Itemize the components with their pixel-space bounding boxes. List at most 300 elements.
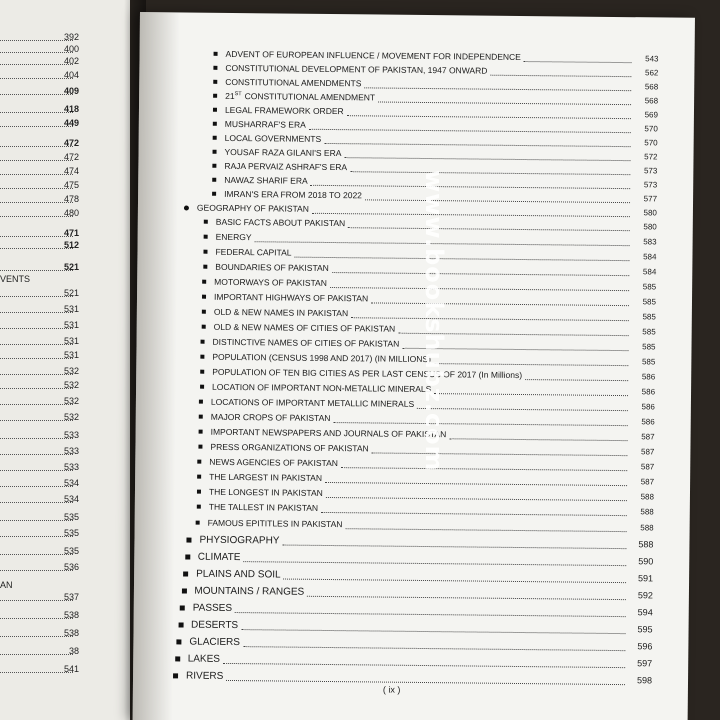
toc-page-number: 568 [644, 95, 659, 105]
left-page-number: 535 [63, 512, 79, 522]
dotted-leader [0, 312, 73, 313]
dotted-leader [0, 438, 73, 439]
dotted-leader [0, 344, 73, 345]
left-page-number: 409 [63, 86, 79, 96]
toc-page-number: 588 [640, 491, 655, 501]
toc-entry-label: ADVENT OF EUROPEAN INFLUENCE / MOVEMENT FOR INDEPENDENCE [225, 48, 521, 62]
toc-page-number: 592 [637, 590, 653, 601]
toc-page-number: 569 [644, 109, 659, 119]
toc-entry-label: RAJA PERVAIZ ASHRAF'S ERA [224, 160, 348, 173]
toc-page-number: 570 [644, 123, 658, 133]
left-toc-row [0, 380, 99, 392]
left-toc-row [0, 646, 99, 658]
toc-page-number: 543 [645, 53, 659, 63]
square-bullet-icon [203, 265, 207, 269]
left-page-number: 537 [63, 592, 79, 602]
dotted-leader [0, 146, 73, 147]
toc-page-number: 572 [644, 151, 658, 161]
left-toc-row [0, 664, 99, 676]
square-bullet-icon [199, 415, 203, 419]
toc-page-number: 586 [641, 401, 655, 411]
dotted-leader [0, 40, 73, 41]
left-fragment-an [0, 580, 99, 592]
left-toc-row [0, 512, 99, 524]
ordinal-suffix: ST [234, 91, 242, 98]
dotted-leader [345, 520, 626, 532]
toc-page-number: 585 [642, 281, 657, 291]
toc-page-number: 588 [640, 522, 654, 532]
left-page-number: 531 [63, 304, 79, 314]
dotted-leader [0, 600, 73, 601]
toc-entry-label: THE LONGEST IN PAKISTAN [208, 486, 323, 498]
left-page-number: 538 [63, 628, 79, 638]
left-toc-row [0, 180, 99, 192]
square-bullet-icon [196, 521, 200, 525]
left-toc-row [0, 628, 99, 640]
dotted-leader [350, 163, 630, 175]
square-bullet-icon [213, 66, 217, 70]
toc-page-number: 587 [640, 476, 655, 486]
dotted-leader [0, 216, 73, 217]
square-bullet-icon [197, 505, 201, 509]
toc-page-number: 570 [644, 137, 658, 147]
square-bullet-icon [202, 295, 206, 299]
dotted-leader [0, 636, 73, 637]
toc-page-number: 584 [642, 266, 657, 276]
left-page-number: 532 [63, 412, 79, 422]
dotted-leader [449, 430, 627, 441]
toc-entry-label: IMPORTANT NEWSPAPERS AND JOURNALS OF PAKISTAN [210, 426, 447, 440]
left-toc-row [0, 336, 99, 348]
square-bullet-icon [175, 656, 180, 661]
dotted-leader [0, 554, 73, 555]
dotted-leader [0, 654, 73, 655]
dotted-leader [295, 248, 630, 261]
left-page-number: 472 [63, 138, 79, 148]
dotted-leader [0, 454, 73, 455]
left-page-number: 534 [63, 494, 79, 504]
toc-entry[interactable] [185, 549, 654, 568]
left-toc-row [0, 166, 99, 178]
left-toc-row [0, 152, 99, 164]
toc-page-number: 585 [641, 356, 656, 366]
left-page-number: 533 [63, 462, 79, 472]
left-page-number: 532 [63, 366, 79, 376]
toc-page-number: 577 [643, 193, 658, 203]
dotted-leader [243, 553, 626, 566]
page-gutter [133, 12, 180, 720]
left-page-number: 472 [63, 152, 79, 162]
square-bullet-icon [178, 622, 183, 627]
square-bullet-icon [180, 605, 185, 610]
square-bullet-icon [181, 588, 186, 593]
left-toc-row [0, 32, 99, 44]
left-fragment-text: AN [0, 580, 13, 590]
toc-page-number: 568 [644, 81, 659, 91]
dotted-leader [0, 520, 73, 521]
dotted-leader [524, 53, 632, 63]
toc-entry-label: PLAINS AND SOIL [196, 568, 281, 581]
left-toc-row [0, 44, 99, 56]
dotted-leader [0, 470, 73, 471]
square-bullet-icon [197, 475, 201, 479]
toc-page-number: 594 [637, 607, 653, 618]
left-toc-row [0, 56, 99, 68]
watermark-text: www.bookshubz.com [420, 170, 448, 472]
dotted-leader [325, 473, 627, 485]
square-bullet-icon [202, 325, 206, 329]
dotted-leader [0, 160, 73, 161]
square-bullet-icon [213, 136, 217, 140]
page-number-footer: ( ix ) [382, 684, 401, 695]
square-bullet-icon [213, 80, 217, 84]
left-page-number: 38 [68, 646, 79, 656]
toc-page-number: 584 [643, 251, 657, 261]
dotted-leader [0, 52, 73, 53]
dotted-leader [333, 414, 627, 426]
dotted-leader [341, 459, 627, 471]
toc-entry-label: BASIC FACTS ABOUT PAKISTAN [215, 216, 346, 229]
toc-entry-text: CONSTITUTIONAL AMENDMENT [244, 91, 376, 103]
toc-entry-label: LOCAL GOVERNMENTS [224, 132, 322, 144]
square-bullet-icon [204, 235, 208, 239]
toc-page-number: 586 [641, 386, 656, 396]
square-bullet-icon [213, 108, 217, 112]
left-page-number: 474 [63, 166, 79, 176]
toc-entry-label: ENERGY [215, 231, 252, 243]
dotted-leader [243, 638, 625, 651]
toc-entry[interactable] [186, 533, 653, 552]
toc-entry-label: NEWS AGENCIES OF PAKISTAN [209, 456, 338, 469]
square-bullet-icon [212, 178, 216, 182]
dotted-leader [364, 79, 631, 91]
left-page [0, 0, 130, 720]
left-toc-row [0, 208, 99, 220]
toc-page-number: 562 [644, 67, 659, 77]
left-toc-row [0, 288, 99, 300]
toc-entry-label: PRESS ORGANIZATIONS OF PAKISTAN [210, 441, 369, 454]
left-toc-row [0, 610, 99, 622]
toc-page-number: 595 [637, 624, 653, 635]
toc-page-number: 598 [636, 675, 653, 686]
dotted-leader [348, 219, 630, 231]
toc-entry[interactable] [180, 600, 653, 619]
toc-entry-label: LAKES [187, 653, 221, 665]
toc-entry-label: LOCATIONS OF IMPORTANT METALLIC MINERALS [210, 396, 415, 409]
toc-page-number: 585 [642, 311, 656, 321]
toc-page-number: 597 [637, 658, 653, 669]
left-page-number: 521 [63, 262, 79, 272]
toc-page-number: 590 [638, 556, 654, 567]
dotted-leader [0, 388, 73, 389]
dotted-leader [0, 188, 73, 189]
toc-entry-label: FAMOUS EPITITLES IN PAKISTAN [207, 517, 343, 530]
square-bullet-icon [199, 400, 203, 404]
dotted-leader [490, 66, 631, 76]
dotted-leader [330, 279, 629, 291]
left-toc-row [0, 320, 99, 332]
dotted-leader [0, 486, 73, 487]
left-toc-row [0, 546, 99, 558]
dotted-leader [284, 570, 627, 583]
dotted-leader [0, 270, 73, 271]
dotted-leader [311, 176, 631, 188]
square-bullet-icon [197, 490, 201, 494]
left-page-number: 532 [63, 380, 79, 390]
toc-entry[interactable] [178, 617, 653, 636]
square-bullet-icon [176, 639, 181, 644]
dotted-leader [0, 78, 73, 79]
left-page-number: 531 [63, 320, 79, 330]
toc-entry-label: RIVERS [185, 670, 224, 682]
dotted-leader [0, 248, 73, 249]
dotted-leader [241, 621, 626, 634]
toc-entry[interactable] [181, 583, 653, 602]
square-bullet-icon [185, 554, 190, 559]
square-bullet-icon [197, 460, 201, 464]
square-bullet-icon [213, 94, 217, 98]
dotted-leader [365, 191, 630, 203]
dotted-leader [0, 570, 73, 571]
square-bullet-icon [200, 385, 204, 389]
left-page-number: 533 [63, 446, 79, 456]
toc-entry-label: THE LARGEST IN PAKISTAN [209, 471, 323, 483]
toc-page-number: 587 [640, 461, 655, 471]
left-fragment-vents [0, 274, 99, 286]
toc-entry[interactable] [176, 634, 652, 653]
toc-entry-label: OLD & NEW NAMES IN PAKISTAN [213, 306, 349, 319]
toc-entry-label: POPULATION OF TEN BIG CITIES AS PER LAST CENSUS OF 2017 (In Millions) [212, 366, 523, 381]
toc-page-number: 585 [642, 326, 656, 336]
square-bullet-icon [202, 280, 206, 284]
toc-entry-label: LOCATION OF IMPORTANT NON-METALLIC MINERALS [212, 381, 432, 395]
dotted-leader [235, 604, 626, 617]
toc-entry-label: PASSES [192, 602, 233, 614]
dotted-leader [0, 236, 73, 237]
dotted-leader [434, 355, 629, 366]
dotted-leader [332, 264, 630, 276]
left-toc-row [0, 366, 99, 378]
dotted-leader [307, 587, 626, 599]
dotted-leader [309, 120, 631, 132]
left-page-number: 532 [63, 396, 79, 406]
left-toc-row [0, 412, 99, 424]
toc-entry-label: MOTORWAYS OF PAKISTAN [214, 276, 327, 288]
dotted-leader [0, 672, 73, 673]
dotted-leader [226, 671, 625, 684]
square-bullet-icon [202, 310, 206, 314]
dotted-leader [417, 399, 628, 410]
toc-page-number: 585 [642, 296, 657, 306]
dotted-leader [223, 654, 625, 667]
toc-entry-label: IMRAN'S ERA FROM 2018 TO 2022 [224, 188, 362, 201]
dotted-leader [0, 126, 73, 127]
left-page-number: 404 [63, 70, 79, 80]
toc-page-number: 586 [641, 416, 655, 426]
dotted-leader [525, 371, 628, 381]
toc-entry-label: LEGAL FRAMEWORK ORDER [224, 104, 344, 117]
left-page-number: 402 [63, 56, 79, 66]
left-page-number: 471 [63, 228, 79, 238]
left-toc-row [0, 86, 99, 98]
toc-page-number: 587 [641, 446, 655, 456]
left-page-number: 531 [63, 336, 79, 346]
dotted-leader [324, 134, 631, 146]
toc-entry-label: YOUSAF RAZA GILANI'S ERA [224, 146, 342, 159]
ordinal-number: 21 [225, 90, 235, 101]
square-bullet-icon [198, 445, 202, 449]
toc-page-number: 588 [638, 539, 654, 550]
left-page-number: 478 [63, 194, 79, 204]
square-bullet-icon [200, 370, 204, 374]
dotted-leader [0, 94, 73, 95]
toc-entry-label: CLIMATE [197, 551, 241, 563]
left-page-number: 480 [63, 208, 79, 218]
toc-page-number: 587 [641, 431, 655, 441]
dotted-leader [0, 420, 73, 421]
dotted-leader [351, 309, 629, 321]
dotted-leader [344, 149, 630, 161]
left-toc-row [0, 262, 99, 274]
round-bullet-icon [184, 205, 189, 210]
dotted-leader [434, 385, 628, 396]
dotted-leader [372, 444, 628, 456]
left-toc-row [0, 528, 99, 540]
toc-entry-label: GEOGRAPHY OF PAKISTAN [196, 202, 309, 214]
toc-entry[interactable] [196, 516, 654, 535]
dotted-leader [0, 64, 73, 65]
dotted-leader [371, 294, 629, 306]
left-page-number: 475 [63, 180, 79, 190]
square-bullet-icon [204, 220, 208, 224]
left-toc-row [0, 138, 99, 150]
left-toc-row [0, 462, 99, 474]
toc-entry-label: GLACIERS [189, 636, 241, 648]
dotted-leader [0, 358, 73, 359]
square-bullet-icon [213, 150, 217, 154]
toc-page-number: 591 [638, 573, 654, 584]
toc-page-number: 586 [641, 371, 656, 381]
square-bullet-icon [173, 673, 178, 678]
dotted-leader [282, 536, 626, 549]
square-bullet-icon [201, 340, 205, 344]
left-page-number: 535 [63, 546, 79, 556]
dotted-leader [312, 204, 630, 216]
left-page-number: 533 [63, 430, 79, 440]
toc-entry-label: CONSTITUTIONAL AMENDMENTS [225, 76, 362, 89]
square-bullet-icon [214, 52, 218, 56]
left-toc-row [0, 228, 99, 240]
left-page-number: 521 [63, 288, 79, 298]
right-page [133, 12, 695, 720]
left-page-number: 541 [63, 664, 79, 674]
square-bullet-icon [199, 430, 203, 434]
left-page-number: 536 [63, 562, 79, 572]
dotted-leader [0, 174, 73, 175]
left-page-number: 538 [63, 610, 79, 620]
dotted-leader [0, 202, 73, 203]
left-toc-row [0, 396, 99, 408]
toc-entry[interactable] [173, 668, 652, 687]
toc-entry-label: CONSTITUTIONAL DEVELOPMENT OF PAKISTAN, 1947 ONWARD [225, 62, 488, 76]
left-toc-row [0, 118, 99, 130]
toc-entry-label: DISTINCTIVE NAMES OF CITIES OF PAKISTAN [212, 336, 400, 349]
dotted-leader [0, 404, 73, 405]
toc-entry-label [225, 91, 375, 103]
left-page-number: 400 [63, 44, 79, 54]
toc-entry-label: THE TALLEST IN PAKISTAN [208, 501, 319, 513]
dotted-leader [0, 536, 73, 537]
toc-entry-label: FEDERAL CAPITAL [215, 246, 292, 258]
dotted-leader [347, 107, 631, 119]
toc-entry[interactable] [175, 651, 653, 670]
toc-entry-label: MOUNTAINS / RANGES [194, 585, 305, 598]
toc-page-number: 596 [637, 641, 653, 652]
left-toc-row [0, 446, 99, 458]
toc-entry-label: NAWAZ SHARIF ERA [224, 174, 308, 186]
left-toc-row [0, 478, 99, 490]
left-page-number: 535 [63, 528, 79, 538]
left-page-number: 512 [63, 240, 79, 250]
dotted-leader [0, 618, 73, 619]
dotted-leader [0, 328, 73, 329]
toc-page-number: 585 [642, 341, 656, 351]
toc-entry-label: DESERTS [191, 619, 239, 631]
left-page-number: 392 [63, 32, 79, 42]
left-fragment-text: VENTS [0, 274, 31, 284]
left-page-number: 534 [63, 478, 79, 488]
left-toc-row [0, 430, 99, 442]
left-toc-row [0, 194, 99, 206]
left-toc-row [0, 240, 99, 252]
left-toc-row [0, 350, 99, 362]
toc-entry-label: PHYSIOGRAPHY [199, 534, 280, 546]
square-bullet-icon [212, 164, 216, 168]
toc-page-number: 580 [643, 207, 657, 217]
toc-entry-label: POPULATION (CENSUS 1998 AND 2017) (IN MILLIONS) [212, 351, 431, 365]
toc-page-number: 588 [640, 506, 654, 516]
toc-entry-label: IMPORTANT HIGHWAYS OF PAKISTAN [213, 291, 369, 304]
square-bullet-icon [213, 122, 217, 126]
left-toc-row [0, 70, 99, 82]
square-bullet-icon [200, 355, 204, 359]
square-bullet-icon [212, 192, 216, 196]
toc-entry[interactable] [183, 566, 653, 585]
toc-page-number: 573 [643, 179, 658, 189]
dotted-leader [378, 93, 631, 105]
dotted-leader [0, 374, 73, 375]
dotted-leader [0, 502, 73, 503]
toc-page-number: 580 [643, 221, 657, 231]
toc-entry-label: BOUNDARIES OF PAKISTAN [215, 261, 329, 273]
left-toc-row [0, 494, 99, 506]
dotted-leader [326, 488, 627, 500]
toc-entry-label: MUSHARRAF'S ERA [224, 118, 306, 130]
square-bullet-icon [203, 250, 207, 254]
toc-page-number: 583 [643, 236, 657, 246]
square-bullet-icon [183, 571, 188, 576]
left-page-number: 418 [63, 104, 79, 114]
toc-entry-label: MAJOR CROPS OF PAKISTAN [210, 411, 331, 424]
dotted-leader [0, 112, 73, 113]
left-toc-row [0, 304, 99, 316]
toc-page-number: 573 [643, 165, 658, 175]
dotted-leader [0, 296, 73, 297]
dotted-leader [321, 503, 627, 515]
toc-entry-label: OLD & NEW NAMES OF CITIES OF PAKISTAN [213, 321, 396, 334]
left-toc-row [0, 562, 99, 574]
left-toc-row [0, 592, 99, 604]
